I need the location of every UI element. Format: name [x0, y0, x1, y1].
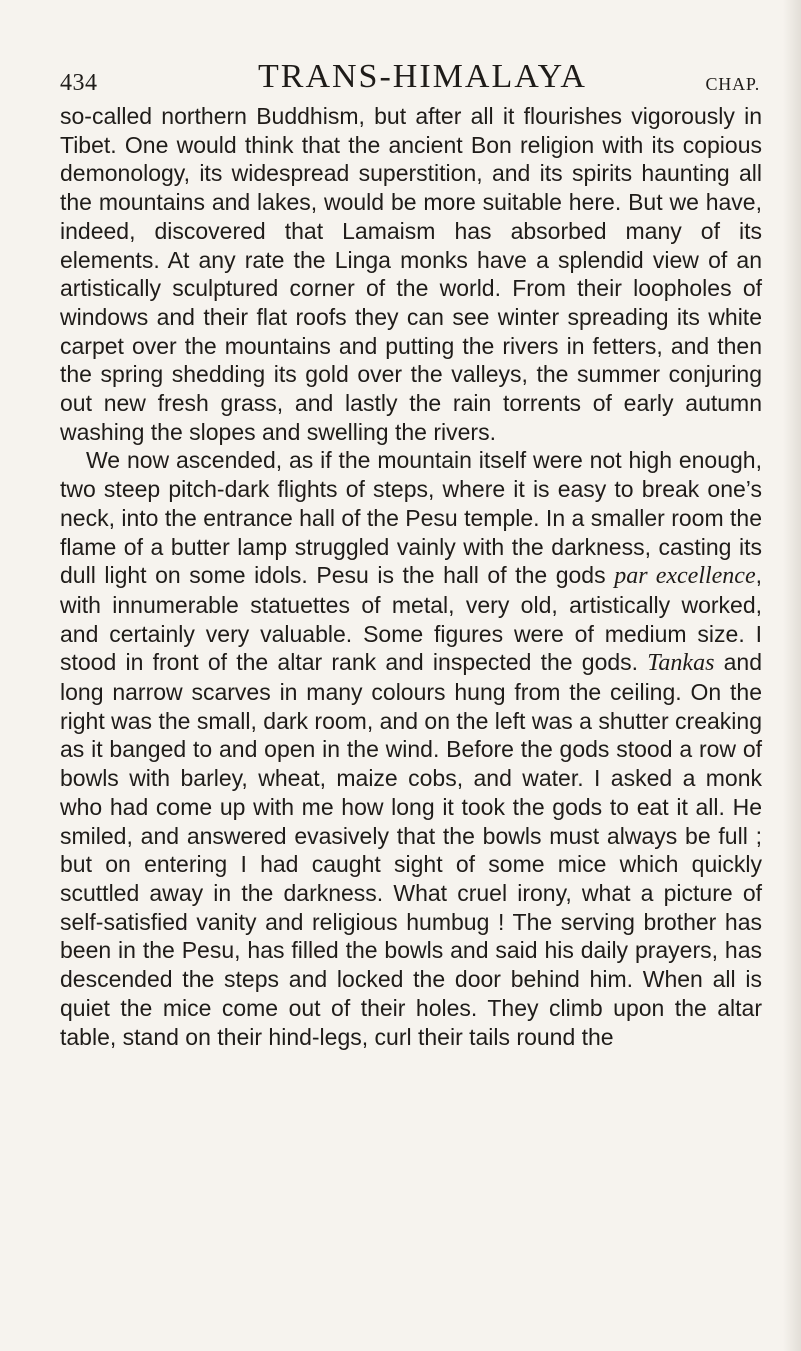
paragraph-2-part-2: , with innumerable statuettes of metal, very old, artistically worked, and certainly very valuable. Some figures were of medium size. I stood in front of the altar rank and inspected the gods. — [60, 562, 762, 676]
body-text — [60, 102, 762, 1051]
paragraph-1: so-called northern Buddhism, but after all it flourishes vigorously in Tibet. One would think that the ancient Bon religion with its copious demonology, its widespread superstition, and its spirits haunting all the mountains and lakes, would be more suitable here. But we have, indeed, discovered that Lamaism has absorbed many of its elements. At any rate the Linga monks have a splendid view of an artistically sculptured corner of the world. From their loopholes of windows and their flat roofs they can see winter spreading its white carpet over the mountains and putting the rivers in fetters, and then the spring shedding its gold over the valleys, the summer conjuring out new fresh grass, and lastly the rain torrents of early autumn washing the slopes and swelling the rivers. — [60, 103, 762, 445]
chapter-label: CHAP. — [705, 74, 760, 94]
italic-phrase-par-excellence: par excellence — [614, 563, 756, 590]
page-edge-shadow — [783, 0, 801, 1351]
page-number: 434 — [60, 70, 98, 96]
paragraph-2-part-1: We now ascended, as if the mountain itself were not high enough, two steep pitch-dark flights of steps, where it is easy to break one’s neck, into the entrance hall of the Pesu temple. In a smaller room the flame of a butter lamp struggled vainly with the darkness, casting its dull light on some idols. Pesu is the hall of the gods — [60, 447, 762, 589]
paragraph-2 — [60, 446, 762, 1051]
italic-word-tankas: Tankas — [647, 650, 715, 677]
running-title: TRANS-HIMALAYA — [258, 58, 587, 95]
paragraph-2-part-3: and long narrow scarves in many colours hung from the ceiling. On the right was the small, dark room, and on the left was a shutter creaking as it banged to and open in the wind. Before the gods stood a row of bowls with barley, wheat, maize cobs, and water. I asked a monk who had come up with me how long it took the gods to eat it all. He smiled, and answered evasively that the bowls must always be full ; but on entering I had caught sight of some mice which quickly scuttled away in the darkness. What cruel irony, what a picture of self-satisfied vanity and religious humbug ! The serving brother has been in the Pesu, has filled the bowls and said his daily prayers, has descended the steps and locked the door behind him. When all is quiet the mice come out of their holes. They climb upon the altar table, stand on their hind-legs, curl their tails round the — [60, 649, 762, 1050]
page-header — [60, 56, 762, 96]
